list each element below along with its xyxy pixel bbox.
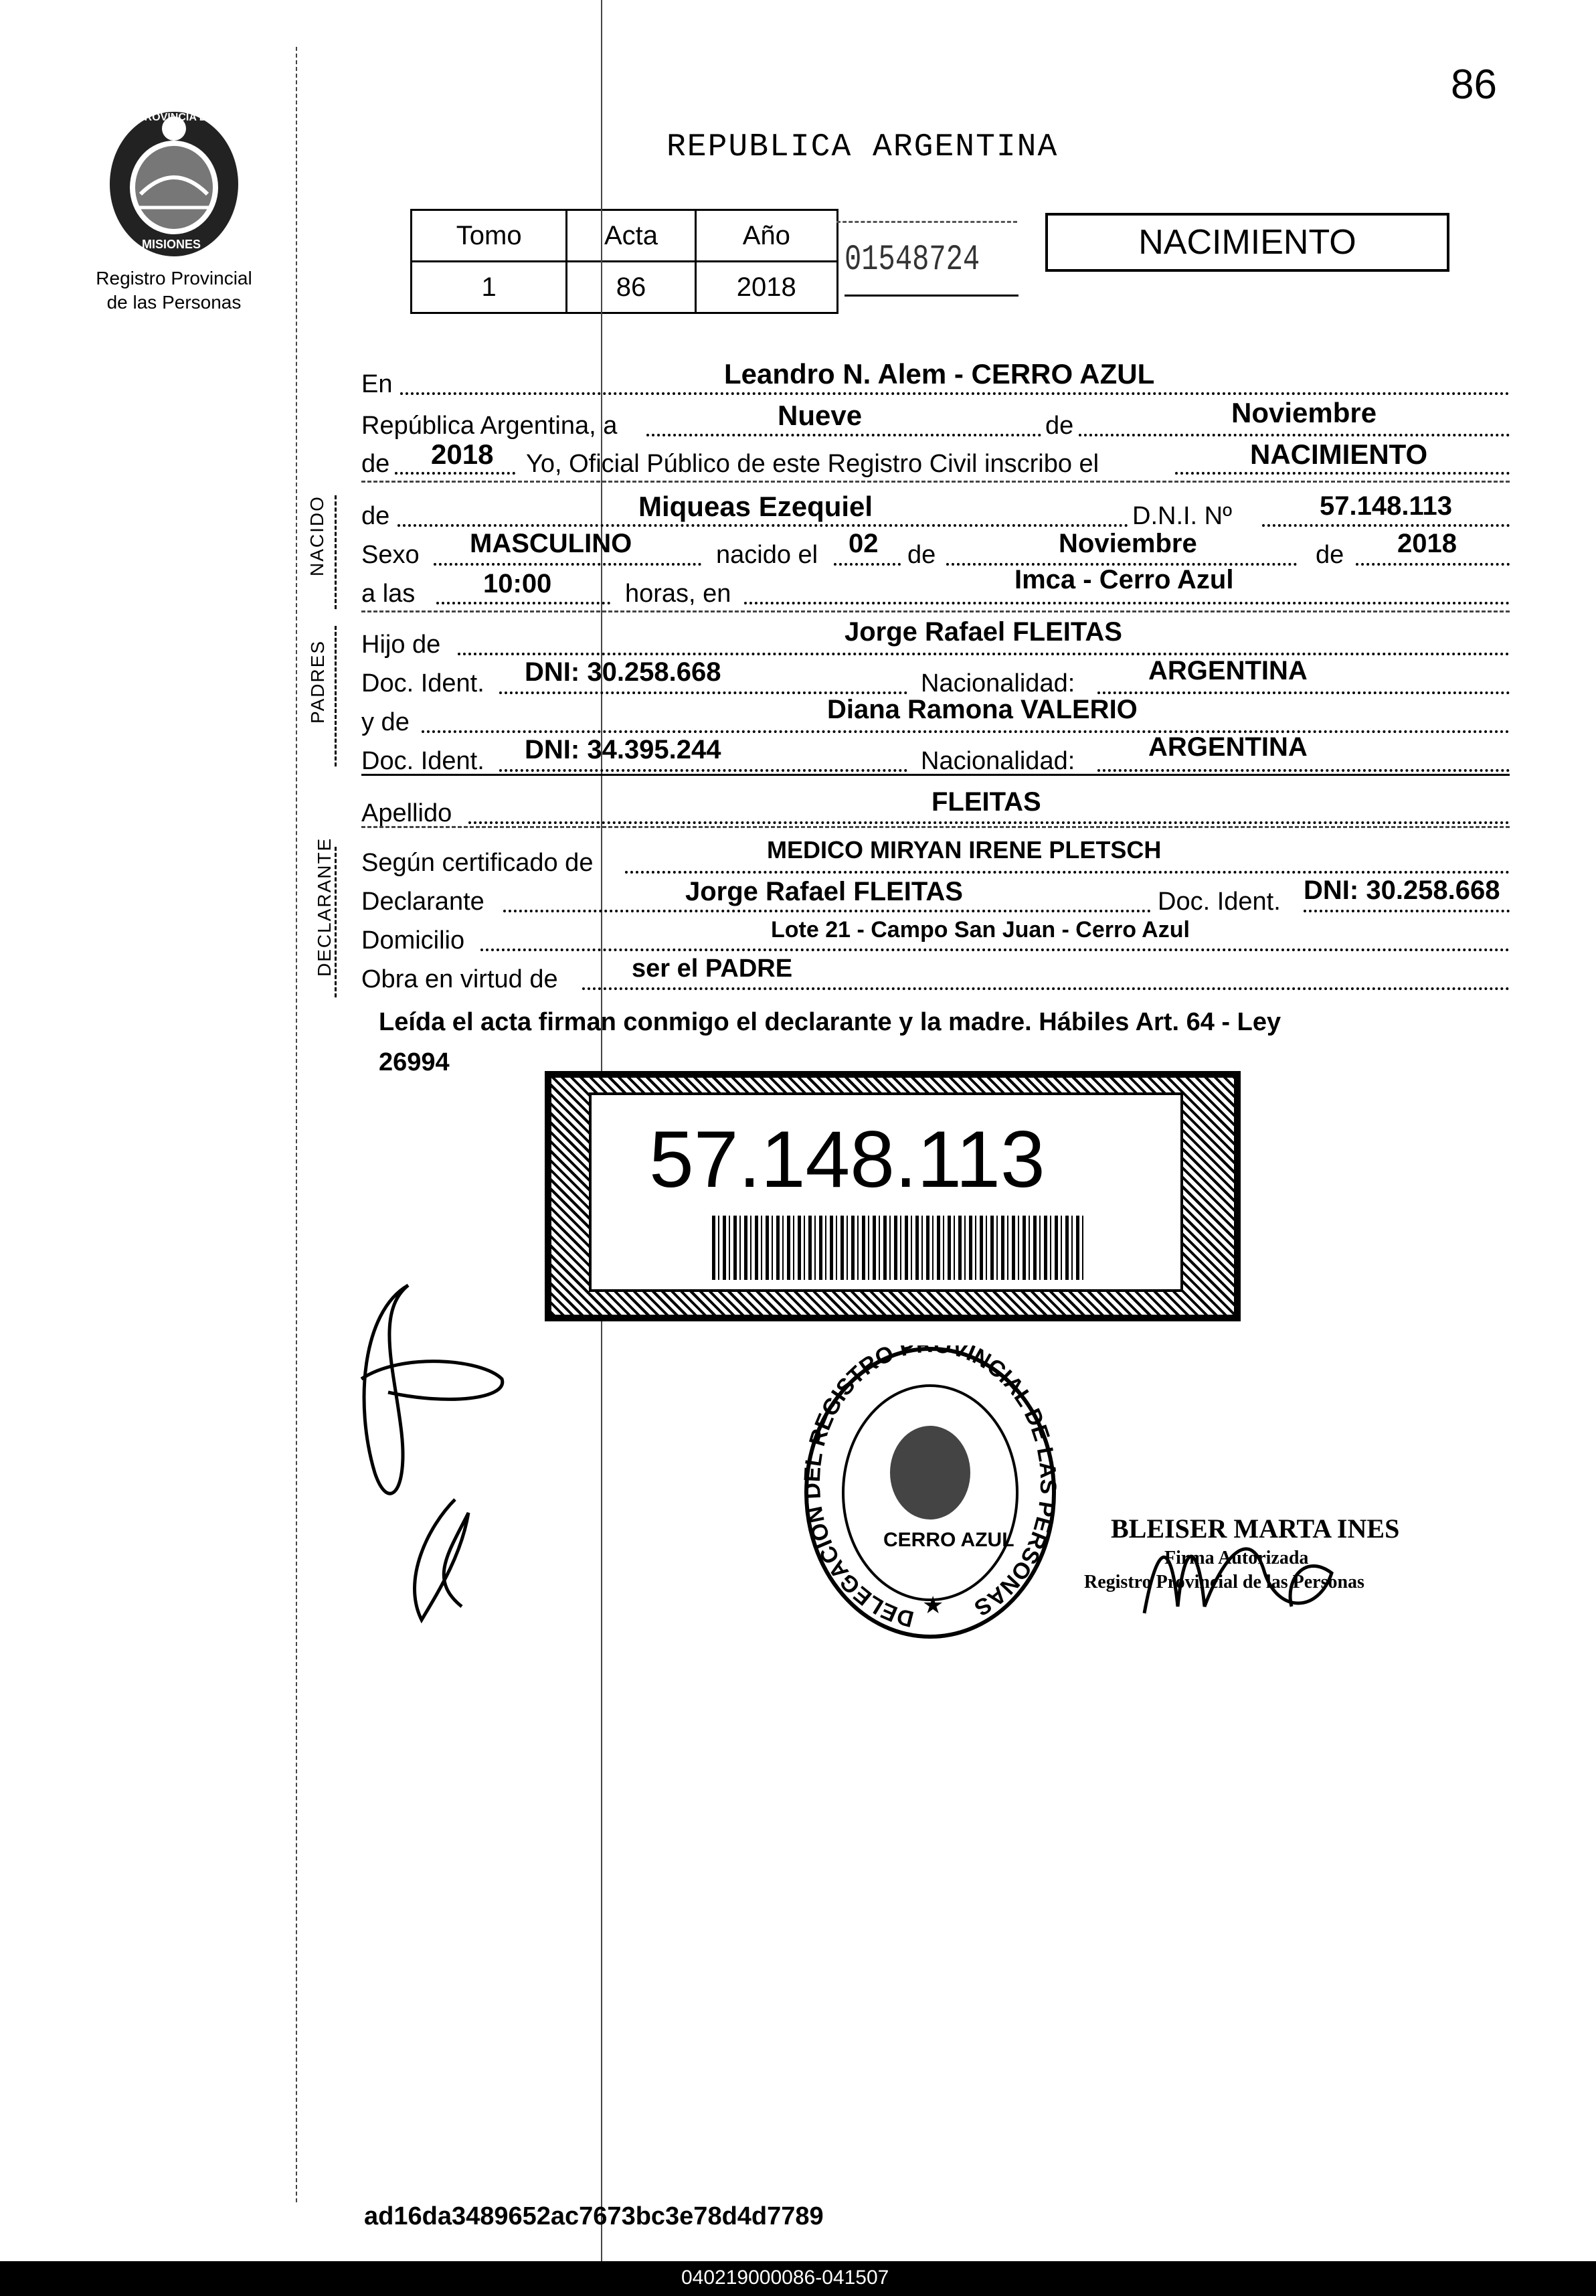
birth-year: 2018 xyxy=(1397,529,1457,558)
label-declarante: Declarante xyxy=(361,888,484,916)
surname-value: FLEITAS xyxy=(932,787,1041,817)
father-name: Jorge Rafael FLEITAS xyxy=(845,617,1122,647)
label-sexo: Sexo xyxy=(361,541,420,569)
label-nationality-father: Nacionalidad: xyxy=(921,669,1075,698)
label-dni: D.N.I. Nº xyxy=(1132,502,1232,530)
dotted-line xyxy=(582,987,1510,990)
dotted-line xyxy=(625,871,1510,874)
dotted-line xyxy=(744,602,1510,604)
birth-place: Imca - Cerro Azul xyxy=(1014,565,1234,594)
father-nationality: ARGENTINA xyxy=(1148,656,1308,685)
official-name: BLEISER MARTA INES xyxy=(1111,1513,1400,1544)
registry-name-line2: de las Personas xyxy=(106,292,242,313)
official-signature xyxy=(1131,1513,1352,1633)
seal-icon xyxy=(803,1345,1057,1640)
label-segun-certificado: Según certificado de xyxy=(361,849,594,877)
document-type-box: NACIMIENTO xyxy=(1045,213,1449,272)
nacido-bracket xyxy=(335,495,337,609)
section-label-declarante: DECLARANTE xyxy=(314,837,335,977)
label-hijo-de: Hijo de xyxy=(361,631,441,659)
document-hash: ad16da3489652ac7673bc3e78d4d7789 xyxy=(364,2202,824,2230)
dotted-line xyxy=(480,949,1510,951)
emblem-bottom-text: MISIONES xyxy=(142,238,201,251)
footer-bar xyxy=(0,2261,1596,2296)
mother-name: Diana Ramona VALERIO xyxy=(827,695,1138,724)
closing-text-line2: 26994 xyxy=(379,1048,450,1076)
dotted-line xyxy=(400,392,1510,395)
birth-time: 10:00 xyxy=(483,569,552,598)
relationship-value: ser el PADRE xyxy=(632,955,793,983)
label-y-de: y de xyxy=(361,708,410,736)
label-apellido: Apellido xyxy=(361,799,452,827)
dotted-line xyxy=(499,769,907,772)
section-label-nacido: NACIDO xyxy=(306,495,327,576)
signature-icon xyxy=(348,1272,522,1640)
birth-day: 02 xyxy=(849,529,879,558)
registry-name-line1: Registro Provincial xyxy=(96,268,252,289)
acta-value: 86 xyxy=(567,262,695,313)
closing-text-line1: Leída el acta firman conmigo el declarante y la madre. Hábiles Art. 64 - Ley xyxy=(379,1008,1281,1036)
registration-month: Noviembre xyxy=(1231,397,1377,428)
dni-sticker-panel xyxy=(589,1092,1183,1292)
dotted-line xyxy=(503,910,1151,912)
label-de: de xyxy=(1045,412,1074,440)
dotted-line xyxy=(1097,691,1510,694)
padres-bracket xyxy=(335,626,337,766)
child-dni: 57.148.113 xyxy=(1320,491,1452,521)
section-divider xyxy=(361,610,1510,612)
tomo-header: Tomo xyxy=(412,210,567,262)
mother-dni: DNI: 34.395.244 xyxy=(525,735,721,764)
country-title: REPUBLICA ARGENTINA xyxy=(667,129,1059,165)
dotted-line xyxy=(395,472,515,475)
label-doc-ident-declarant: Doc. Ident. xyxy=(1158,888,1281,916)
dotted-line xyxy=(1262,524,1510,527)
tomo-value: 1 xyxy=(412,262,567,313)
section-label-padres: PADRES xyxy=(307,639,328,724)
dotted-line xyxy=(434,563,701,566)
dotted-line xyxy=(397,524,1128,527)
mother-nationality: ARGENTINA xyxy=(1148,732,1308,762)
label-yo-oficial: Yo, Oficial Público de este Registro Civil inscribo el xyxy=(526,450,1099,478)
seal-outer-text: DELEGACION L REGISTRO P OVINCIAL DE L PERSONAS xyxy=(803,1345,1057,1632)
seal-star-icon: ★ xyxy=(922,1591,944,1619)
dotted-line xyxy=(1097,769,1510,772)
label-a-las: a las xyxy=(361,580,416,608)
section-divider xyxy=(361,481,1510,483)
dotted-line xyxy=(1079,434,1510,436)
address-value: Lote 21 - Campo San Juan - Cerro Azul xyxy=(771,917,1190,942)
official-seal xyxy=(803,1345,1057,1640)
acta-header: Acta xyxy=(567,210,695,262)
serial-bottom-rule xyxy=(845,295,1018,297)
child-name: Miqueas Ezequiel xyxy=(638,491,873,522)
dotted-line xyxy=(1304,910,1510,912)
anio-value: 2018 xyxy=(695,262,837,313)
certificate-issuer: MEDICO MIRYAN IRENE PLETSCH xyxy=(767,836,1162,864)
label-nacido-el: nacido el xyxy=(716,541,818,569)
label-de-anio: de xyxy=(1316,541,1344,569)
dotted-line xyxy=(1356,563,1510,566)
barcode xyxy=(712,1216,1087,1280)
serial-number: 01548724 xyxy=(845,240,980,280)
label-obra-en-virtud: Obra en virtud de xyxy=(361,965,558,993)
section-divider xyxy=(361,774,1510,776)
label-horas-en: horas, en xyxy=(625,580,731,608)
anio-header: Año xyxy=(695,210,837,262)
declarant-name: Jorge Rafael FLEITAS xyxy=(685,877,963,906)
section-divider xyxy=(361,826,1510,828)
signature-icon xyxy=(1131,1513,1352,1633)
place-value: Leandro N. Alem - CERRO AZUL xyxy=(724,358,1155,390)
declarant-signature xyxy=(348,1272,522,1640)
official-title: Firma Autorizada xyxy=(1164,1548,1309,1568)
dotted-line xyxy=(436,602,610,604)
emblem-top-text: PROVINCIA DE xyxy=(137,112,214,123)
dni-sticker xyxy=(545,1071,1241,1321)
father-dni: DNI: 30.258.668 xyxy=(525,657,721,687)
sex-value: MASCULINO xyxy=(470,529,632,558)
dotted-line xyxy=(499,691,907,694)
label-de-year: de xyxy=(361,450,390,478)
label-doc-ident-father: Doc. Ident. xyxy=(361,669,484,698)
registration-day: Nueve xyxy=(778,400,863,431)
record-type: NACIMIENTO xyxy=(1250,438,1428,470)
label-doc-ident-mother: Doc. Ident. xyxy=(361,747,484,775)
dotted-line xyxy=(422,730,1510,733)
dotted-line xyxy=(1175,472,1510,475)
label-domicilio: Domicilio xyxy=(361,926,465,955)
seal-inner-text: CERRO AZUL xyxy=(883,1529,1014,1551)
dotted-line xyxy=(458,653,1510,655)
label-de-mes: de xyxy=(907,541,936,569)
dni-sticker-number: 57.148.113 xyxy=(649,1115,1045,1204)
serial-top-rule xyxy=(836,221,1017,223)
label-nationality-mother: Nacionalidad: xyxy=(921,747,1075,775)
birth-month: Noviembre xyxy=(1059,529,1197,558)
footer-code: 040219000086-041507 xyxy=(681,2267,889,2289)
province-emblem xyxy=(100,107,248,261)
official-org: Registro Provincial de las Personas xyxy=(1084,1572,1364,1592)
label-republica: República Argentina, a xyxy=(361,412,618,440)
dotted-line xyxy=(834,563,901,566)
page-number: 86 xyxy=(1451,62,1497,108)
declarant-dni: DNI: 30.258.668 xyxy=(1304,876,1500,905)
registration-year: 2018 xyxy=(431,438,494,470)
label-en: En xyxy=(361,370,393,398)
left-margin-line xyxy=(296,47,297,2202)
declarante-bracket xyxy=(335,847,337,997)
dotted-line xyxy=(468,821,1510,824)
dotted-line xyxy=(646,434,1041,436)
register-table xyxy=(410,209,838,314)
label-de-nombre: de xyxy=(361,502,390,530)
